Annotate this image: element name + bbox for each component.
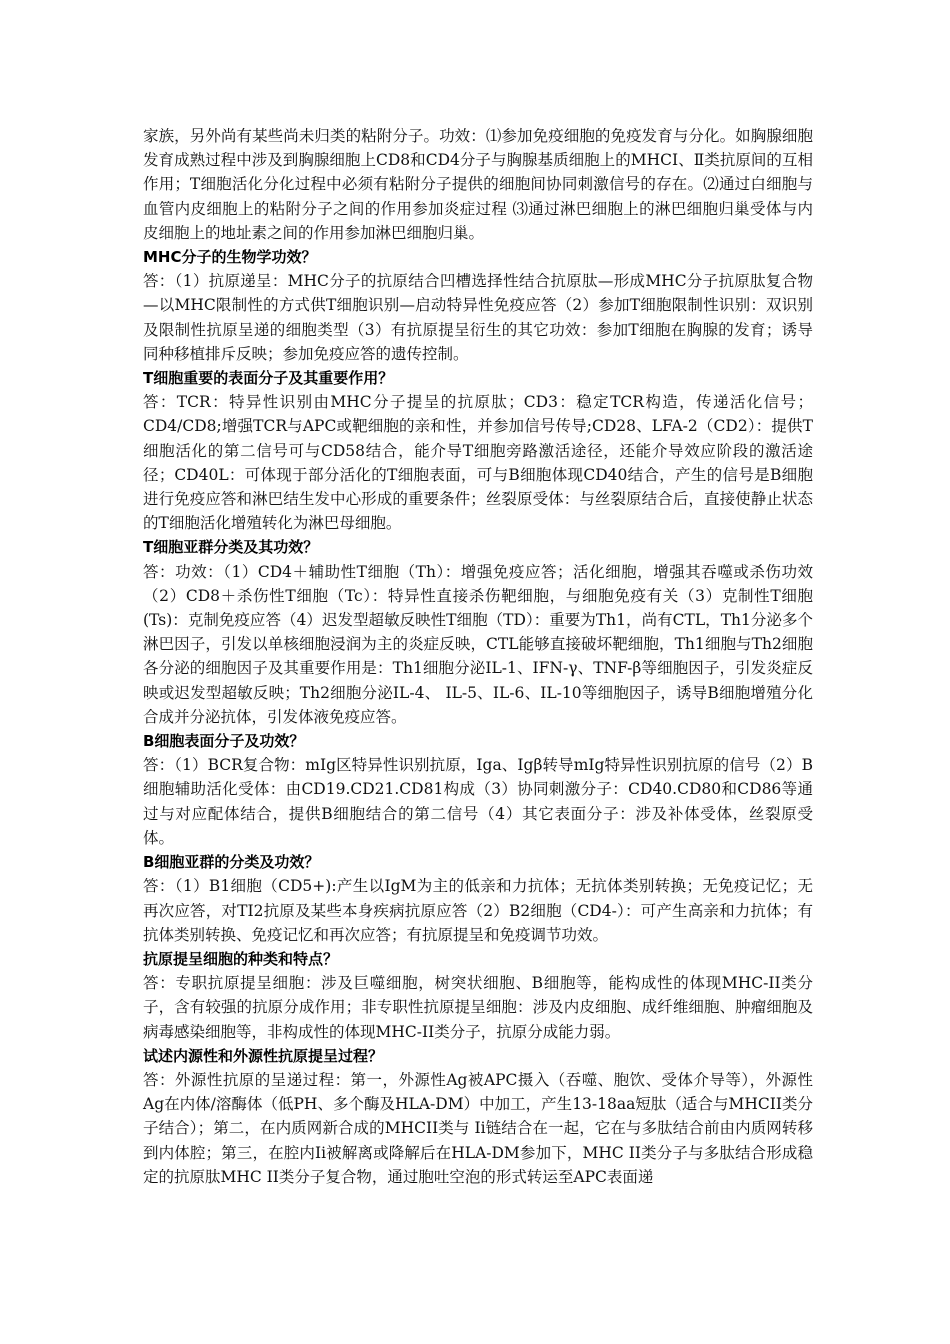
section-b-cell-subsets — [143, 850, 813, 947]
section-t-cell-subsets — [143, 535, 813, 729]
section-body: 答：专职抗原提呈细胞：涉及巨噬细胞，树突状细胞、B细胞等，能构成性的体现MHC-II类分子，含有较强的抗原分成作用；非专职性抗原提呈细胞：涉及内皮细胞、成纤维细胞、肿瘤细胞及病毒感染细胞等，非构成性的体现MHC-II类分子，抗原分成能力弱。 — [143, 974, 813, 1041]
section-body: 答：功效：（1）CD4＋辅助性T细胞（Th）：增强免疫应答；活化细胞，增强其吞噬或杀伤功效（2）CD8＋杀伤性T细胞（Tc）：特异性直接杀伤靶细胞，与细胞免疫有关（3）克制性T细胞(Ts)：克制免疫应答（4）迟发型超敏反映性T细胞（TD）：重要为Th1，尚有CTL，Th1分泌多个淋巴因子，引发以单核细胞浸润为主的炎症反映，CTL能够直接破坏靶细胞，Th1细胞与Th2细胞各分泌的细胞因子及其重要作用是：Th1细胞分泌IL-1、IFN-γ、TNF-β等细胞因子，引发炎症反映或迟发型超敏反映；Th2细胞分泌IL-4、 IL-5、IL-6、IL-10等细胞因子，诱导B细胞增殖分化合成并分泌抗体，引发体液免疫应答。 — [143, 562, 813, 726]
section-heading: 试述内源性和外源性抗原提呈过程？ — [143, 1046, 384, 1065]
section-t-cell-surface-molecules — [143, 366, 813, 535]
section-body: 答：（1）BCR复合物：mIg区特异性识别抗原，Iga、Igβ转导mIg特异性识别抗原的信号（2）B细胞辅助活化受体：由CD19.CD21.CD81构成（3）协同刺激分子：CD40.CD80和CD86等通过与对应配体结合，提供B细胞结合的第二信号（4）其它表面分子：涉及补体受体，丝裂原受体。 — [143, 756, 813, 847]
section-heading: T细胞亚群分类及其功效？ — [143, 538, 319, 557]
section-heading: B细胞表面分子及功效？ — [143, 732, 305, 751]
section-b-cell-surface-molecules — [143, 729, 813, 850]
section-heading: MHC分子的生物学功效？ — [143, 248, 317, 267]
section-heading: T细胞重要的表面分子及其重要作用？ — [143, 369, 394, 388]
section-apc-types — [143, 947, 813, 1044]
section-heading: B细胞亚群的分类及功效？ — [143, 853, 320, 872]
section-heading: 抗原提呈细胞的种类和特点？ — [143, 949, 339, 968]
section-body: 答：TCR：特异性识别由MHC分子提呈的抗原肽；CD3：稳定TCR构造，传递活化信号；CD4/CD8;增强TCR与APC或靶细胞的亲和性，并参加信号传导;CD28、LFA-2（CD2）：提供T细胞活化的第二信号可与CD58结合，能介导T细胞旁路激活途径，还能介导效应阶段的激活途径；CD40L：可体现于部分活化的T细胞表面，可与B细胞体现CD40结合，产生的信号是B细胞进行免疫应答和淋巴结生发中心形成的重要条件；丝裂原受体：与丝裂原结合后，直接使静止状态的T细胞活化增殖转化为淋巴母细胞。 — [143, 393, 813, 533]
section-antigen-presentation — [143, 1044, 813, 1189]
section-mhc-function — [143, 245, 813, 366]
section-body: 答：（1）抗原递呈：MHC分子的抗原结合凹槽选择性结合抗原肽—形成MHC分子抗原肽复合物—以MHC限制性的方式供T细胞识别—启动特异性免疫应答（2）参加T细胞限制性识别：双识别及限制性抗原呈递的细胞类型（3）有抗原提呈衍生的其它功效：参加T细胞在胸腺的发育；诱导同种移植排斥反映；参加免疫应答的遗传控制。 — [143, 272, 814, 363]
section-body: 答：外源性抗原的呈递过程：第一，外源性Ag被APC摄入（吞噬、胞饮、受体介导等），外源性Ag在内体/溶酶体（低PH、多个酶及HLA-DM）中加工，产生13-18aa短肽（适合与MHCII类分子结合）；第二，在内质网新合成的MHCII类与 Ii链结合在一起，它在与多肽结合前由内质网转移到内体腔；第三，在腔内Ii被解离或降解后在HLA-DM参加下，MHC II类分子与多肽结合形成稳定的抗原肽MHC II类分子复合物，通过胞吐空泡的形式转运至APC表面递 — [143, 1070, 813, 1186]
section-body: 答：（1）B1细胞（CD5+):产生以IgM为主的低亲和力抗体；无抗体类别转换；无免疫记忆；无再次应答，对TI2抗原及某些本身疾病抗原应答（2）B2细胞（CD4-）：可产生高亲和力抗体；有抗体类别转换、免疫记忆和再次应答；有抗原提呈和免疫调节功效。 — [143, 877, 813, 944]
intro-paragraph: 家族，另外尚有某些尚未归类的粘附分子。功效：⑴参加免疫细胞的免疫发育与分化。如胸腺细胞发育成熟过程中涉及到胸腺细胞上CD8和CD4分子与胸腺基质细胞上的MHCⅠ、Ⅱ类抗原间的互相作用；T细胞活化分化过程中必须有粘附分子提供的细胞间协同刺激信号的存在。⑵通过白细胞与血管内皮细胞上的粘附分子之间的作用参加炎症过程 ⑶通过淋巴细胞上的淋巴细胞归巢受体与内皮细胞上的地址素之间的作用参加淋巴细胞归巢。 — [143, 127, 813, 242]
document-page — [143, 124, 813, 1189]
